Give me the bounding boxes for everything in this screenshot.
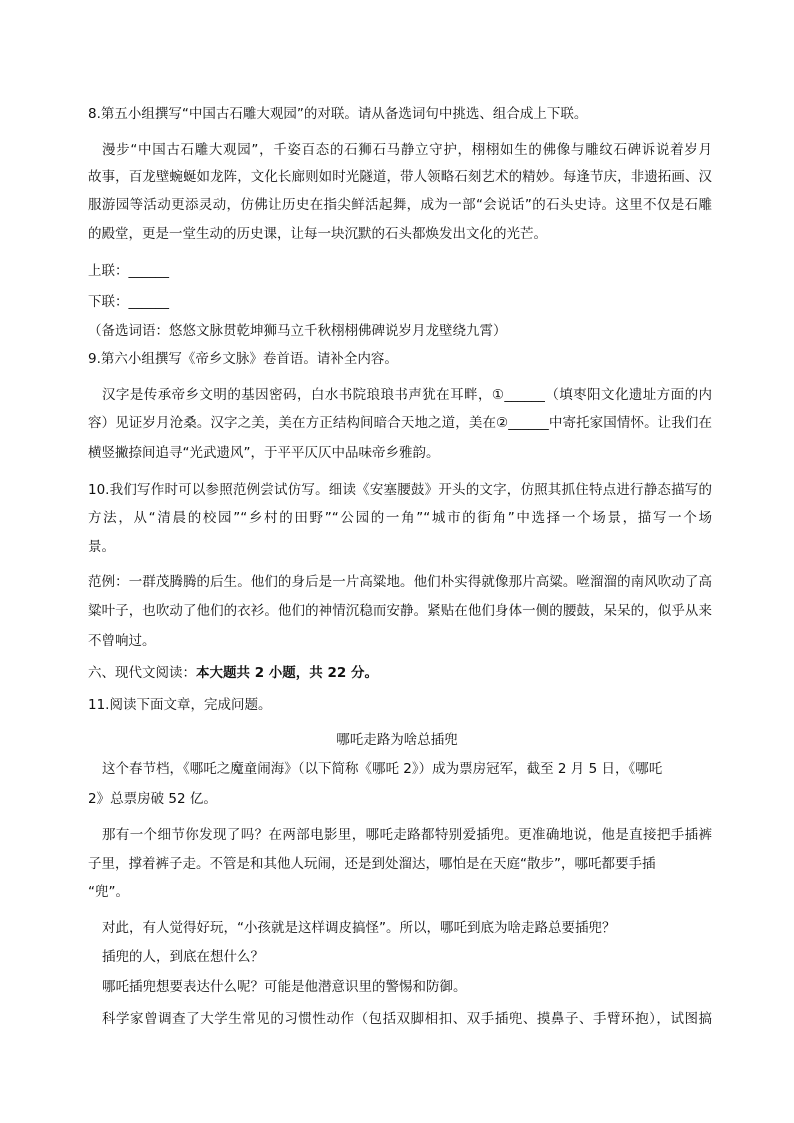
question-9-passage-line: 汉字是传承帝乡文明的基因密码，白水书院琅琅书声犹在耳畔，①______（填枣阳文化遗址方面的内 (102, 387, 712, 403)
question-9-passage-line: 容）见证岁月沧桑。汉字之美，美在方正结构间暗合天地之道，美在②______中寄托家国情怀。让我们在 (88, 415, 712, 431)
question-8-options: （备选词语：悠悠文脉贯乾坤狮马立千秋栩栩佛碑说岁月龙壁绕九霄） (88, 323, 507, 339)
article-title: 哪吒走路为啥总插兜 (336, 732, 458, 748)
example-text-line: 范例：一群茂腾腾的后生。他们的身后是一片高粱地。他们朴实得就像那片高粱。咝溜溜的南风吹动了高 (88, 574, 712, 590)
question-8-title: 8.第五小组撰写“中国古石雕大观园”的对联。请从备选词句中挑选、组合成上下联。 (88, 106, 588, 122)
question-8-passage-line: 服游园等活动更添灵动，仿佛让历史在指尖鲜活起舞，成为一部“会说话”的石头史诗。这里不仅是石雕 (88, 197, 712, 213)
section-6-heading (88, 664, 712, 682)
question-8-passage-line: 漫步“中国古石雕大观园”，千姿百态的石狮石马静立守护，栩栩如生的佛像与雕纹石碑诉说着岁月 (102, 142, 712, 158)
question-10-text-line: 景。 (88, 539, 115, 555)
upper-couplet-blank: 上联：______ (88, 263, 169, 279)
question-10-text-line: 10.我们写作时可以参照范例尝试仿写。细读《安塞腰鼓》开头的文字，仿照其抓住特点进行静态描写的 (88, 482, 712, 498)
article-paragraph-line: “兜”。 (88, 884, 129, 900)
article-paragraph-line: 那有一个细节你发现了吗？在两部电影里，哪吒走路都特别爱插兜。更准确地说，他是直接把手插裤 (102, 827, 712, 843)
article-paragraph-line: 子里，撑着裤子走。不管是和其他人玩闹，还是到处溜达，哪怕是在天庭“散步”，哪吒都要手插 (88, 856, 656, 872)
article-paragraph-line: 插兜的人，到底在想什么？ (102, 949, 264, 965)
question-8-passage-line: 的殿堂，更是一堂生动的历史课，让每一块沉默的石头都焕发出文化的光芒。 (88, 226, 547, 242)
example-text-line: 粱叶子，也吹动了他们的衣衫。他们的神情沉稳而安静。紧贴在他们身体一侧的腰鼓，呆呆的，似乎从来 (88, 603, 712, 619)
question-8-passage-line: 故事，百龙壁蜿蜒如龙阵，文化长廊则如时光隧道，带人领略石刻艺术的精妙。每逢节庆，非遗拓画、汉 (88, 169, 712, 185)
article-paragraph-line: 2》总票房破 52 亿。 (88, 791, 217, 807)
lower-couplet-blank: 下联：______ (88, 294, 169, 310)
question-9-passage-line: 横竖撇捺间追寻“光武遗风”，于平平仄仄中品味帝乡雅韵。 (88, 445, 440, 461)
question-11-title: 11.阅读下面文章，完成问题。 (88, 697, 272, 713)
section-6-detail: 本大题共 2 小题，共 22 分。 (196, 665, 378, 681)
section-6-prefix: 六、现代文阅读： (88, 665, 196, 681)
example-text-line: 不曾响过。 (88, 633, 156, 649)
article-paragraph-line: 科学家曾调查了大学生常见的习惯性动作（包括双脚相扣、双手插兜、摸鼻子、手臂环抱），试图搞 (102, 1011, 712, 1027)
article-paragraph-line: 对此，有人觉得好玩，“小孩就是这样调皮搞怪”。所以，哪吒到底为啥走路总要插兜？ (102, 920, 616, 936)
question-10-text-line: 方法，从“清晨的校园”“乡村的田野”“公园的一角”“城市的街角”中选择一个场景，描写一个场 (88, 510, 712, 526)
article-paragraph-line: 这个春节档，《哪吒之魔童闹海》（以下简称《哪吒 2》）成为票房冠军，截至 2 月 5 日，《哪吒 (102, 761, 663, 777)
article-paragraph-line: 哪吒插兜想要表达什么呢？可能是他潜意识里的警惕和防御。 (102, 979, 467, 995)
question-9-title: 9.第六小组撰写《帝乡文脉》卷首语。请补全内容。 (88, 351, 398, 367)
